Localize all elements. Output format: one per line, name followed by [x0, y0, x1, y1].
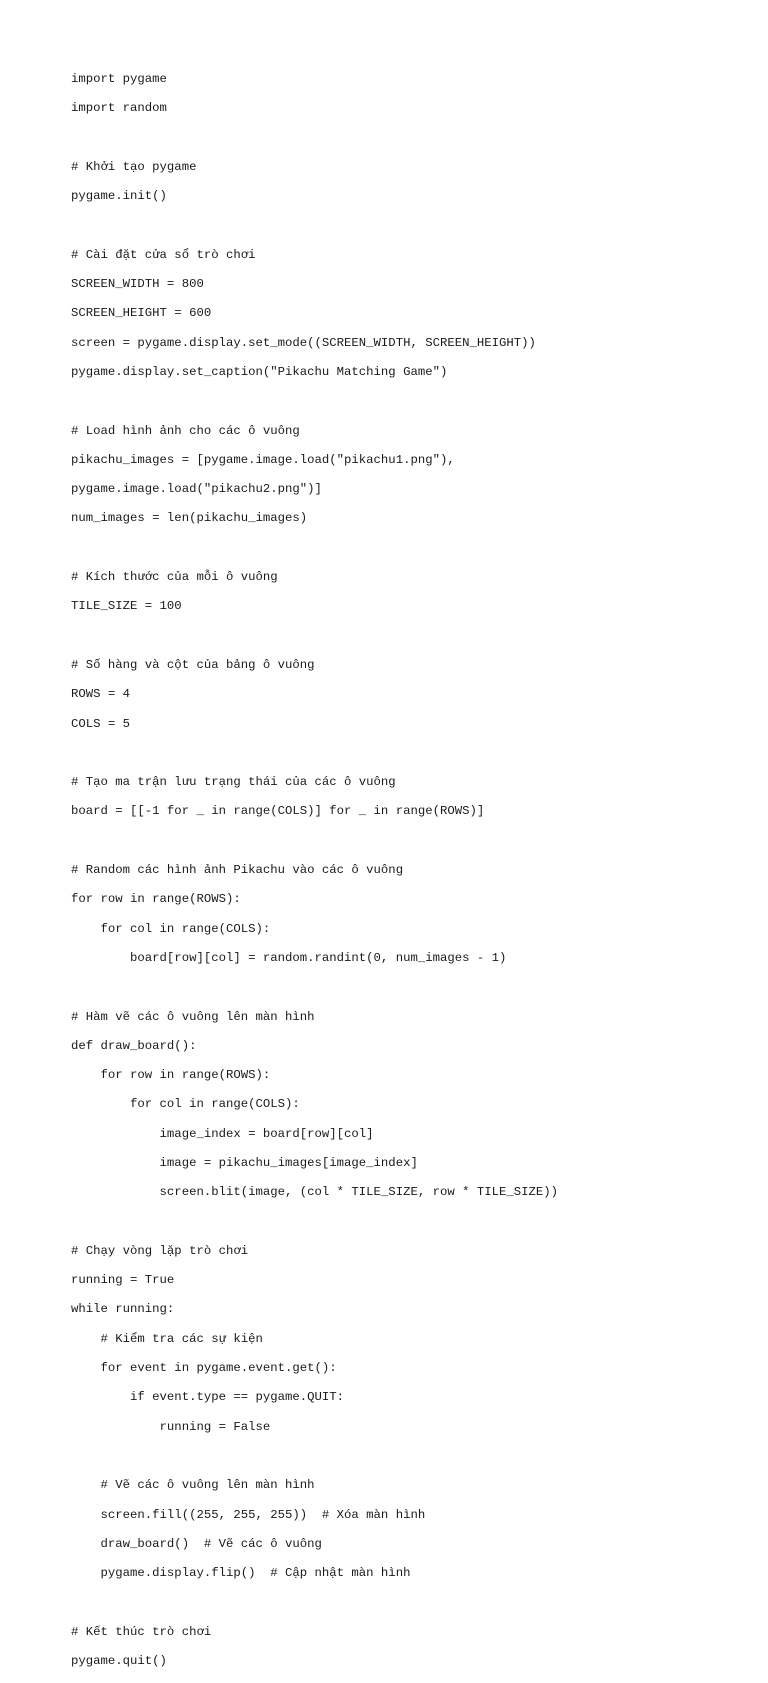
code-line: import pygame: [71, 72, 167, 86]
code-line: import random: [71, 101, 167, 116]
code-line: screen = pygame.display.set_mode((SCREEN_WIDTH, SCREEN_HEIGHT)): [71, 335, 536, 350]
code-line: pygame.quit(): [71, 1654, 167, 1669]
code-line: image = pikachu_images[image_index]: [71, 1155, 418, 1170]
code-line: TILE_SIZE = 100: [71, 599, 182, 614]
code-line: SCREEN_HEIGHT = 600: [71, 306, 212, 321]
code-line: if event.type == pygame.QUIT:: [71, 1390, 345, 1405]
code-line: [71, 980, 558, 995]
code-line: board = [[-1 for _ in range(COLS)] for _ in range(ROWS)]: [71, 804, 485, 819]
code-line: for col in range(COLS):: [71, 921, 271, 936]
code-line: SCREEN_WIDTH = 800: [71, 277, 204, 292]
code-line: # Kiểm tra các sự kiện: [71, 1331, 263, 1346]
code-block: [71, 72, 558, 1683]
code-line: running = False: [71, 1419, 271, 1434]
code-line: # Tạo ma trận lưu trạng thái của các ô vuông: [71, 775, 396, 790]
code-line: for row in range(ROWS):: [71, 1068, 271, 1083]
code-line: [71, 1449, 558, 1464]
code-line: pikachu_images = [pygame.image.load("pikachu1.png"),: [71, 452, 455, 467]
code-line: # Cài đặt cửa sổ trò chơi: [71, 247, 256, 262]
code-line: # Số hàng và cột của bảng ô vuông: [71, 657, 315, 672]
code-line: pygame.image.load("pikachu2.png")]: [71, 482, 322, 497]
code-line: while running:: [71, 1302, 175, 1317]
code-line: # Chạy vòng lặp trò chơi: [71, 1243, 249, 1258]
code-line: [71, 1595, 558, 1610]
code-line: draw_board() # Vẽ các ô vuông: [71, 1536, 322, 1551]
code-line: num_images = len(pikachu_images): [71, 511, 308, 526]
code-line: # Random các hình ảnh Pikachu vào các ô vuông: [71, 863, 404, 878]
code-line: for event in pygame.event.get():: [71, 1361, 337, 1376]
code-line: [71, 746, 558, 761]
code-line: for col in range(COLS):: [71, 1097, 300, 1112]
code-line: # Khởi tạo pygame: [71, 159, 197, 174]
code-line: [71, 1215, 558, 1230]
code-line: ROWS = 4: [71, 687, 131, 702]
code-line: [71, 218, 558, 233]
code-line: def draw_board():: [71, 1038, 197, 1053]
code-line: for row in range(ROWS):: [71, 892, 241, 907]
code-line: # Kích thước của mỗi ô vuông: [71, 570, 278, 585]
code-line: [71, 131, 558, 146]
code-line: [71, 629, 558, 644]
code-line: board[row][col] = random.randint(0, num_images - 1): [71, 950, 507, 965]
code-line: [71, 834, 558, 849]
code-line: pygame.display.flip() # Cập nhật màn hình: [71, 1566, 411, 1581]
code-line: pygame.init(): [71, 189, 167, 204]
code-line: [71, 541, 558, 556]
code-line: # Hàm vẽ các ô vuông lên màn hình: [71, 1009, 315, 1024]
code-line: [71, 394, 558, 409]
code-line: # Load hình ảnh cho các ô vuông: [71, 423, 300, 438]
code-line: # Kết thúc trò chơi: [71, 1624, 212, 1639]
code-line: image_index = board[row][col]: [71, 1126, 374, 1141]
code-line: screen.fill((255, 255, 255)) # Xóa màn hình: [71, 1507, 426, 1522]
code-line: # Vẽ các ô vuông lên màn hình: [71, 1478, 315, 1493]
code-line: screen.blit(image, (col * TILE_SIZE, row * TILE_SIZE)): [71, 1185, 559, 1200]
code-line: COLS = 5: [71, 716, 131, 731]
code-line: pygame.display.set_caption("Pikachu Matching Game"): [71, 364, 448, 379]
code-line: running = True: [71, 1273, 175, 1288]
